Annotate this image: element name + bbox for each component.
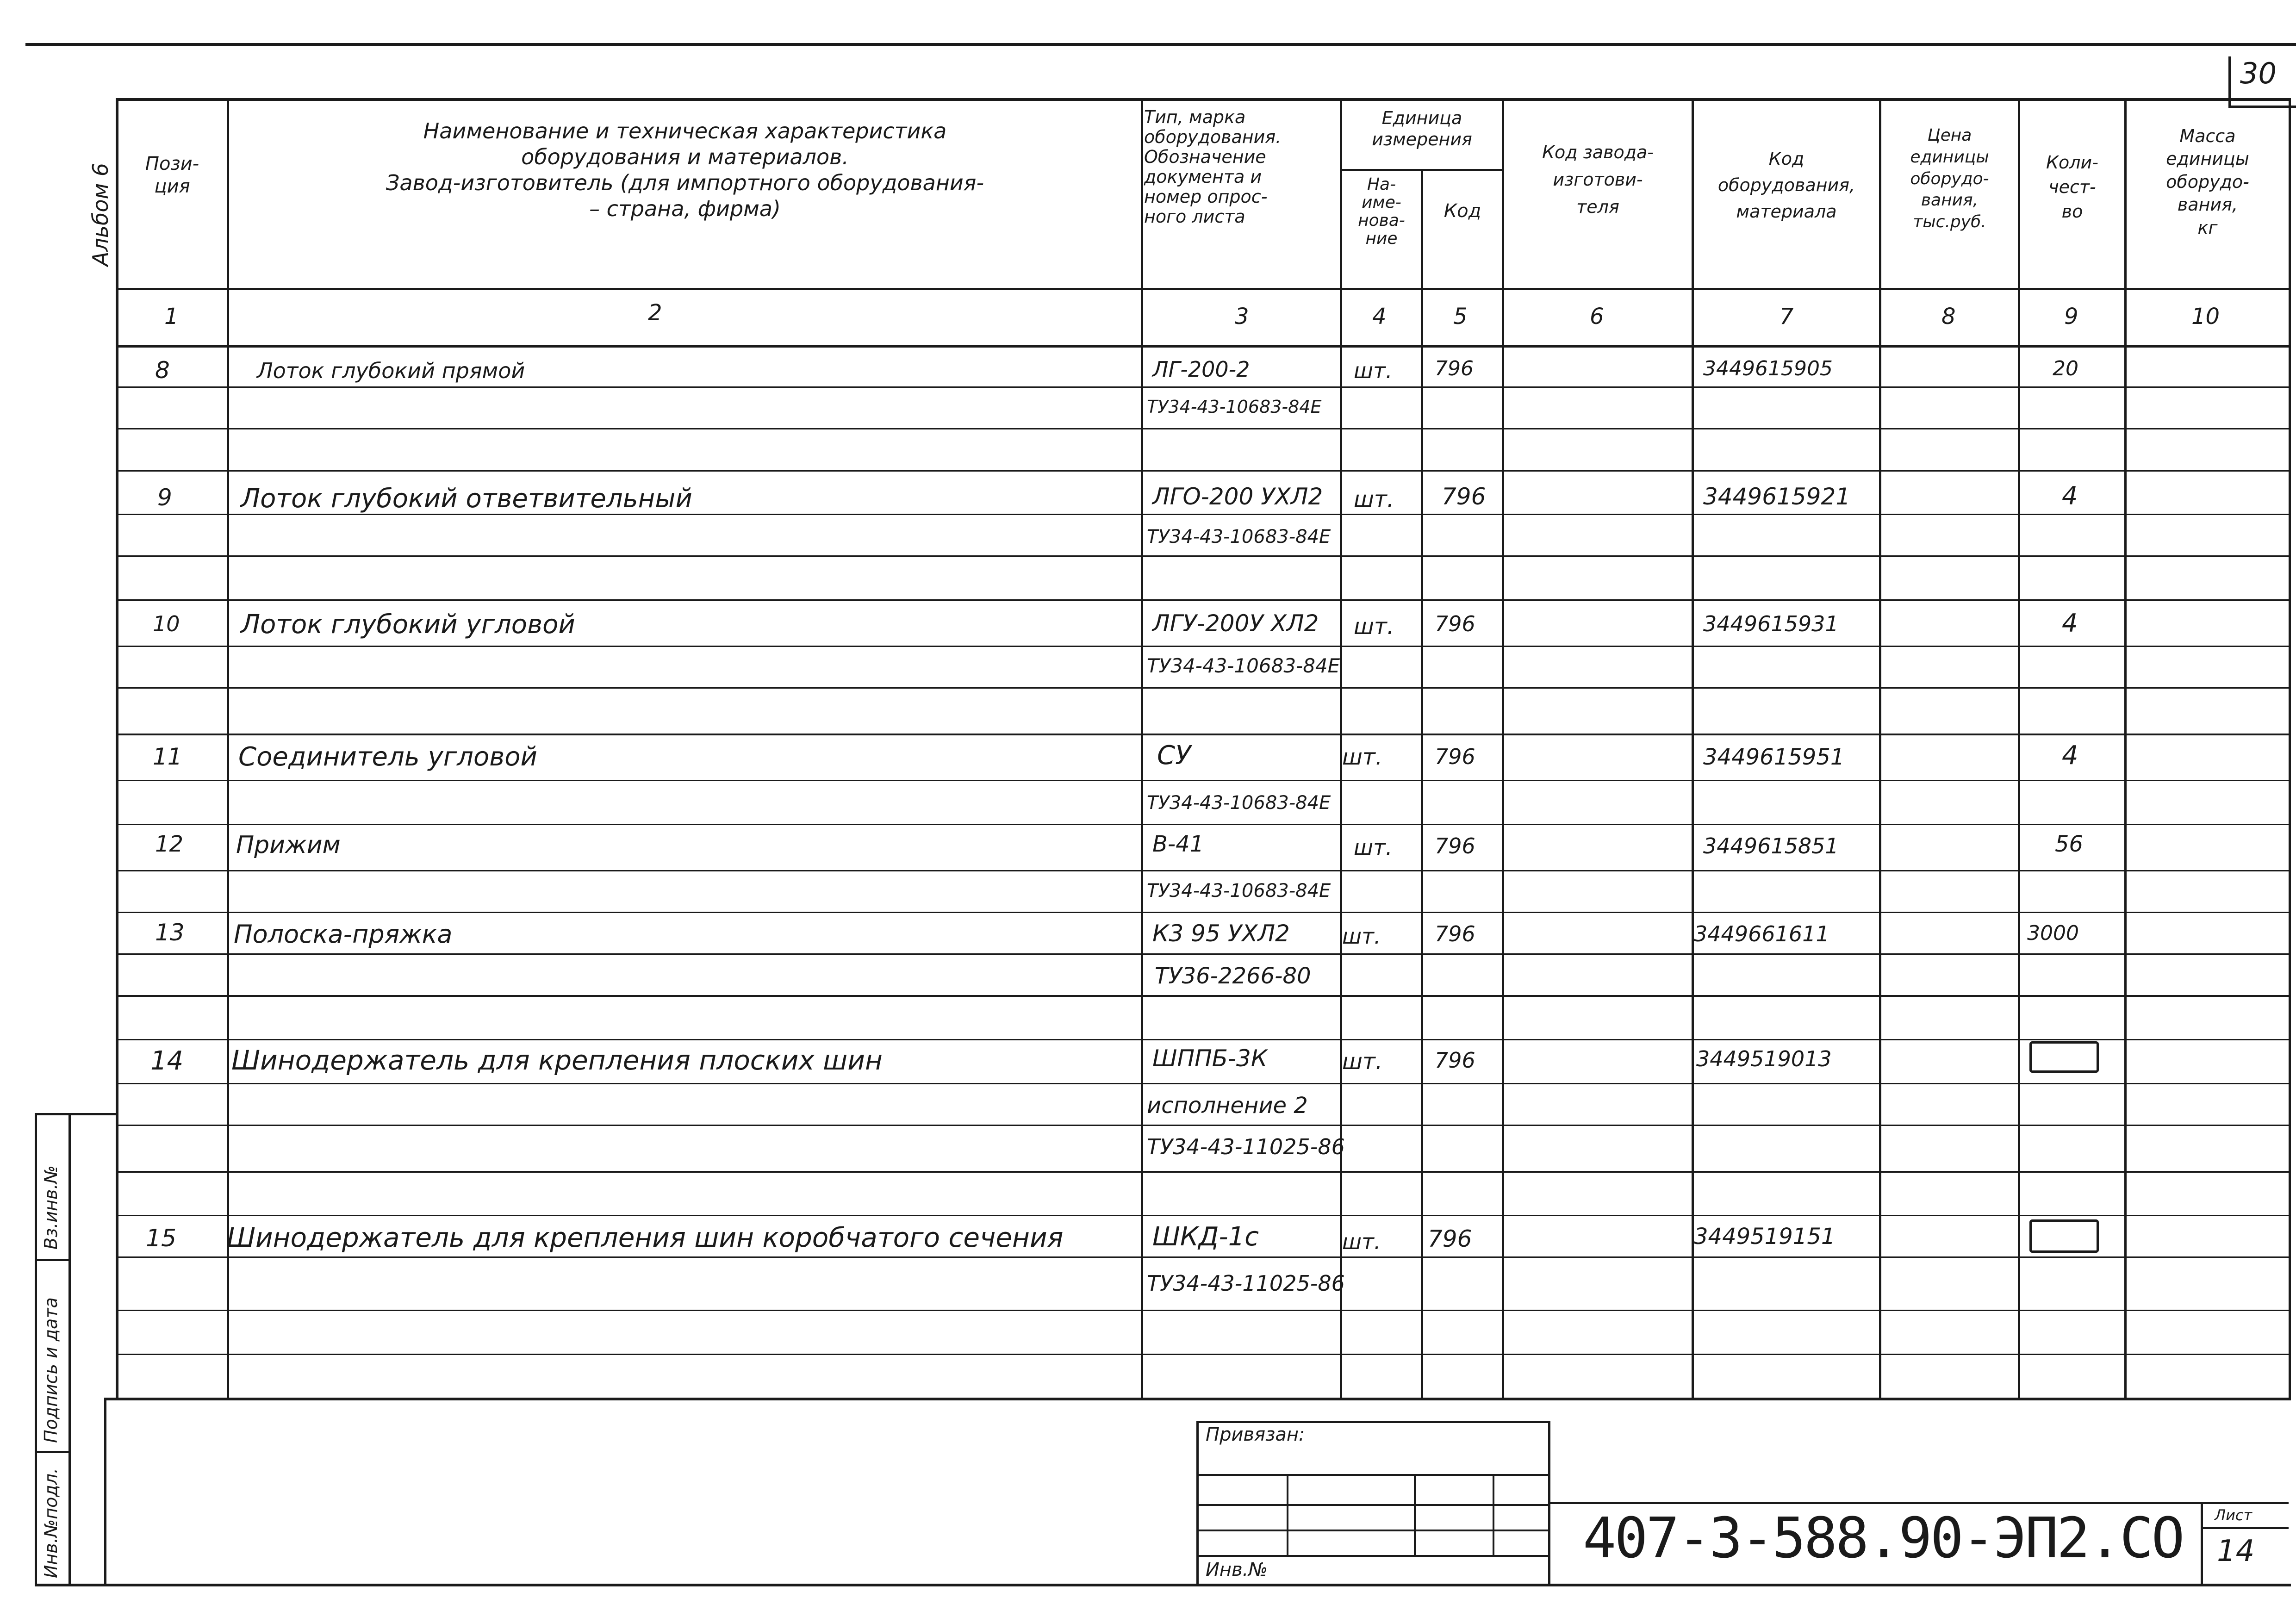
- table-bottom-rule: [104, 1398, 2291, 1400]
- stamp-privyazan: Привязан:: [1206, 1424, 1305, 1445]
- row-15-unit: шт.: [1342, 1229, 1381, 1254]
- col-line-1: [227, 98, 229, 1399]
- stamp-privyazan-rule: [1196, 1474, 1550, 1476]
- row-14-position: 14: [150, 1046, 184, 1076]
- row-10-code: 796: [1435, 611, 1475, 636]
- row-rule: [116, 1083, 2291, 1084]
- row-8-unit: шт.: [1354, 358, 1393, 383]
- header-unit-name: На- име- нова- ние: [1358, 175, 1405, 248]
- stamp-rule-3: [1196, 1530, 1550, 1531]
- row-8-material-code: 3449615905: [1703, 357, 1833, 380]
- row-13-position: 13: [155, 919, 185, 946]
- col-line-2: [1141, 98, 1143, 1399]
- row-rule: [116, 912, 2291, 913]
- stamp-col-2: [1414, 1474, 1416, 1555]
- stamp-sheet-box-rule: [2201, 1527, 2289, 1529]
- row-11-tu: ТУ34-43-10683-84Е: [1147, 792, 1331, 814]
- col-line-5: [1502, 98, 1504, 1399]
- row-rule: [116, 824, 2291, 825]
- row-13-tu: ТУ36-2266-80: [1155, 963, 1311, 989]
- inv-podl-label: Инв.№подл.: [41, 1468, 61, 1578]
- left-strip-div-1: [35, 1259, 71, 1261]
- header-price: Цена единицы оборудо- вания, тыс.руб.: [1910, 126, 1989, 232]
- row-rule: [116, 1125, 2291, 1126]
- sheet-corner-number: 30: [2240, 56, 2277, 90]
- left-strip-outer: [35, 1113, 37, 1586]
- row-11-type: СУ: [1157, 740, 1191, 771]
- row-12-code: 796: [1435, 833, 1475, 858]
- row-11-position: 11: [153, 743, 182, 770]
- row-rule: [116, 1171, 2291, 1173]
- header-unit-group: Единица измерения: [1372, 108, 1472, 150]
- left-strip-div-2: [35, 1451, 71, 1453]
- row-11-code: 796: [1435, 744, 1475, 769]
- header-quantity: Коли- чест- во: [2046, 152, 2098, 222]
- row-13-type: К3 95 УХЛ2: [1152, 920, 1290, 947]
- row-15-name: Шинодержатель для крепления шин коробчатого сечения: [227, 1222, 1064, 1253]
- row-10-quantity: 4: [2062, 609, 2078, 638]
- row-14-type: ШППБ-3К: [1152, 1045, 1268, 1072]
- row-15-type: ШКД-1с: [1152, 1222, 1259, 1252]
- stamp-rule-2: [1196, 1504, 1550, 1506]
- row-rule: [116, 1310, 2291, 1311]
- row-13-code: 796: [1435, 921, 1475, 946]
- row-9-unit: шт.: [1354, 486, 1394, 512]
- corner-box-bottom: [2228, 106, 2296, 108]
- colnum-9: 9: [2064, 304, 2078, 330]
- col-line-9: [2124, 98, 2127, 1399]
- row-13-quantity: 3000: [2027, 921, 2079, 945]
- row-10-material-code: 3449615931: [1703, 611, 1839, 636]
- row-8-type: ЛГ-200-2: [1152, 357, 1250, 382]
- row-rule: [116, 687, 2291, 689]
- row-rule: [116, 514, 2291, 515]
- sheet-bottom-rule: [35, 1584, 2291, 1586]
- row-12-unit: шт.: [1354, 835, 1393, 860]
- header-material-code: Код оборудования, материала: [1717, 149, 1855, 222]
- table-frame-top: [116, 98, 2291, 101]
- row-15-position: 15: [146, 1225, 177, 1252]
- header-position: Пози- ция: [145, 153, 199, 197]
- row-8-tu: ТУ34-43-10683-84Е: [1147, 397, 1322, 417]
- row-15-material-code: 3449519151: [1694, 1224, 1836, 1250]
- vz-inv-label: Вз.инв.№: [41, 1165, 61, 1250]
- colnum-3: 3: [1235, 304, 1249, 330]
- col-line-7: [1879, 98, 1881, 1399]
- row-8-code: 796: [1435, 357, 1474, 380]
- stamp-sheet-number: 14: [2217, 1534, 2255, 1568]
- colnum-2: 2: [648, 300, 662, 326]
- row-14-code: 796: [1435, 1048, 1475, 1073]
- stamp-col-1: [1287, 1474, 1288, 1555]
- colnum-1: 1: [164, 304, 179, 330]
- header-mass: Масса единицы оборудо- вания, кг: [2166, 126, 2249, 238]
- row-15-tu: ТУ34-43-11025-86: [1147, 1271, 1345, 1296]
- row-rule: [116, 734, 2291, 735]
- row-8-quantity: 20: [2053, 357, 2078, 380]
- row-rule: [116, 1354, 2291, 1355]
- row-12-position: 12: [155, 831, 184, 857]
- row-9-position: 9: [157, 484, 172, 511]
- header-bottom-rule: [116, 288, 2291, 290]
- row-rule: [116, 780, 2291, 781]
- row-11-name: Соединитель угловой: [238, 742, 537, 772]
- row-rule: [116, 1215, 2291, 1216]
- row-15-quantity-box: [2029, 1219, 2099, 1253]
- row-11-unit: шт.: [1342, 744, 1383, 770]
- stamp-top: [1196, 1421, 1550, 1423]
- row-9-tu: ТУ34-43-10683-84Е: [1147, 526, 1331, 547]
- row-9-material-code: 3449615921: [1703, 483, 1851, 510]
- stamp-left: [1196, 1421, 1199, 1585]
- col-line-4: [1421, 169, 1423, 1399]
- left-strip-top: [35, 1113, 116, 1115]
- row-14-unit: шт.: [1342, 1049, 1383, 1075]
- unit-group-rule: [1340, 169, 1504, 171]
- row-14-material-code: 3449519013: [1696, 1046, 1832, 1071]
- row-8-position: 8: [155, 357, 170, 384]
- row-9-quantity: 4: [2062, 481, 2078, 510]
- row-rule: [116, 1039, 2291, 1040]
- stamp-sheet-box-left: [2201, 1502, 2203, 1585]
- colnum-8: 8: [1941, 304, 1956, 330]
- row-15-code: 796: [1428, 1225, 1472, 1252]
- row-10-unit: шт.: [1354, 614, 1394, 640]
- row-10-type: ЛГУ-200У ХЛ2: [1152, 610, 1319, 637]
- row-14-quantity-box: [2029, 1041, 2099, 1073]
- row-rule: [116, 386, 2291, 388]
- colnum-4: 4: [1372, 304, 1387, 330]
- row-rule: [116, 646, 2291, 647]
- stamp-sheet-label: Лист: [2215, 1506, 2252, 1524]
- row-14-name: Шинодержатель для крепления плоских шин: [231, 1045, 883, 1076]
- row-9-code: 796: [1442, 483, 1486, 510]
- row-rule: [116, 995, 2291, 997]
- sheet-left-rule: [104, 1398, 106, 1585]
- row-11-material-code: 3449615951: [1703, 744, 1845, 770]
- header-factory-code: Код завода- изготови- теля: [1542, 142, 1654, 217]
- row-rule: [116, 1256, 2291, 1258]
- row-14-variant: исполнение 2: [1147, 1093, 1308, 1119]
- stamp-designation-top: [1548, 1502, 2289, 1504]
- colnum-6: 6: [1590, 304, 1604, 330]
- row-12-name: Прижим: [236, 831, 341, 859]
- col-line-8: [2018, 98, 2020, 1399]
- col-line-10: [2289, 98, 2291, 1399]
- header-name: Наименование и техническая характеристика оборудования и материалов. Завод-изготовитель (для импортного оборудования- – страна, фирма): [386, 118, 984, 222]
- row-12-quantity: 56: [2055, 831, 2084, 857]
- row-rule: [116, 470, 2291, 472]
- row-13-name: Полоска-пряжка: [234, 920, 453, 949]
- row-9-type: ЛГО-200 УХЛ2: [1152, 483, 1323, 510]
- row-rule: [116, 428, 2291, 429]
- row-10-name: Лоток глубокий угловой: [241, 609, 575, 640]
- row-rule: [116, 870, 2291, 871]
- row-rule: [116, 599, 2291, 601]
- row-13-unit: шт.: [1342, 924, 1381, 949]
- col-line-6: [1692, 98, 1694, 1399]
- colnum-7: 7: [1780, 304, 1794, 330]
- row-10-position: 10: [153, 611, 180, 636]
- row-9-name: Лоток глубокий ответвительный: [241, 484, 692, 514]
- col-line-0: [116, 98, 118, 1399]
- row-rule: [116, 555, 2291, 557]
- stamp-col-3: [1493, 1474, 1494, 1555]
- row-11-quantity: 4: [2062, 740, 2078, 771]
- row-13-material-code: 3449661611: [1694, 921, 1829, 946]
- top-rule: [25, 43, 2296, 46]
- colnum-bottom-rule: [116, 345, 2291, 348]
- stamp-rule-4: [1196, 1555, 1550, 1557]
- colnum-5: 5: [1453, 304, 1468, 330]
- row-14-tu: ТУ34-43-11025-86: [1147, 1134, 1345, 1159]
- colnum-10: 10: [2191, 304, 2220, 330]
- left-strip-inner: [68, 1113, 71, 1586]
- stamp-designation: 407-3-588.90-ЭП2.СО: [1583, 1506, 2183, 1571]
- row-12-type: В-41: [1152, 831, 1204, 857]
- row-12-material-code: 3449615851: [1703, 833, 1839, 858]
- row-12-tu: ТУ34-43-10683-84Е: [1147, 880, 1331, 902]
- row-10-tu: ТУ34-43-10683-84Е: [1147, 654, 1340, 677]
- stamp-inv-no: Инв.№: [1206, 1559, 1268, 1580]
- album-label: Альбом 6: [88, 162, 113, 266]
- row-rule: [116, 953, 2291, 955]
- header-unit-code: Код: [1444, 200, 1481, 222]
- row-8-name: Лоток глубокий прямой: [257, 358, 525, 383]
- sign-date-label: Подпись и дата: [41, 1297, 61, 1443]
- header-type: Тип, марка оборудования. Обозначение документа и номер опрос- ного листа: [1144, 107, 1282, 227]
